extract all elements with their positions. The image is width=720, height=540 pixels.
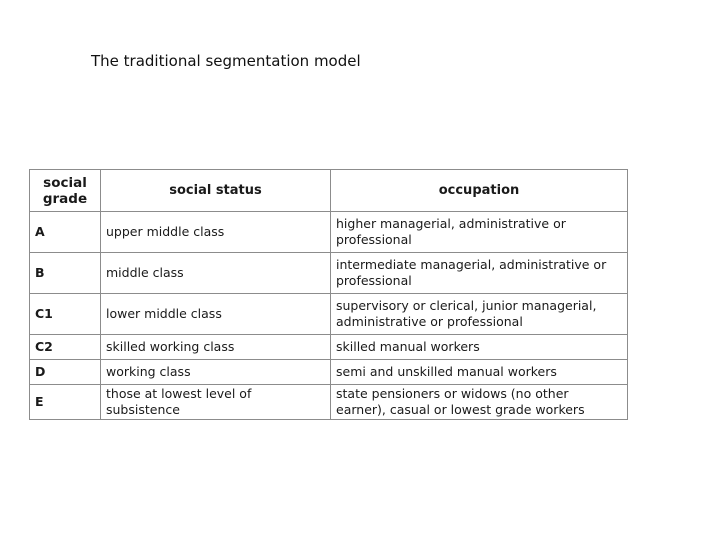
- grade-cell: C2: [30, 335, 101, 360]
- status-cell: working class: [101, 360, 331, 385]
- grade-cell: A: [30, 212, 101, 253]
- occupation-cell: higher managerial, administrative or professional: [331, 212, 628, 253]
- table-row: [30, 335, 628, 360]
- table-row: [30, 212, 628, 253]
- status-cell: skilled working class: [101, 335, 331, 360]
- status-cell: those at lowest level of subsistence: [101, 385, 331, 420]
- table-header-row: [30, 170, 628, 212]
- grade-cell: B: [30, 253, 101, 294]
- header-social-status: social status: [101, 170, 331, 212]
- header-social-grade-line2: grade: [42, 190, 88, 207]
- occupation-cell: intermediate managerial, administrative or professional: [331, 253, 628, 294]
- header-social-grade-line1: social: [43, 174, 87, 191]
- table-row: [30, 253, 628, 294]
- grade-cell: E: [30, 385, 101, 420]
- table-row: [30, 294, 628, 335]
- occupation-cell: supervisory or clerical, junior managerial, administrative or professional: [331, 294, 628, 335]
- table-row: [30, 385, 628, 420]
- occupation-cell: skilled manual workers: [331, 335, 628, 360]
- grade-cell: C1: [30, 294, 101, 335]
- table-row: [30, 360, 628, 385]
- header-occupation: occupation: [331, 170, 628, 212]
- occupation-cell: state pensioners or widows (no other earner), casual or lowest grade workers: [331, 385, 628, 420]
- grade-cell: D: [30, 360, 101, 385]
- occupation-cell: semi and unskilled manual workers: [331, 360, 628, 385]
- status-cell: upper middle class: [101, 212, 331, 253]
- slide-title: The traditional segmentation model: [91, 52, 361, 70]
- status-cell: middle class: [101, 253, 331, 294]
- header-social-grade: [30, 170, 101, 212]
- social-grade-table: [29, 169, 628, 420]
- status-cell: lower middle class: [101, 294, 331, 335]
